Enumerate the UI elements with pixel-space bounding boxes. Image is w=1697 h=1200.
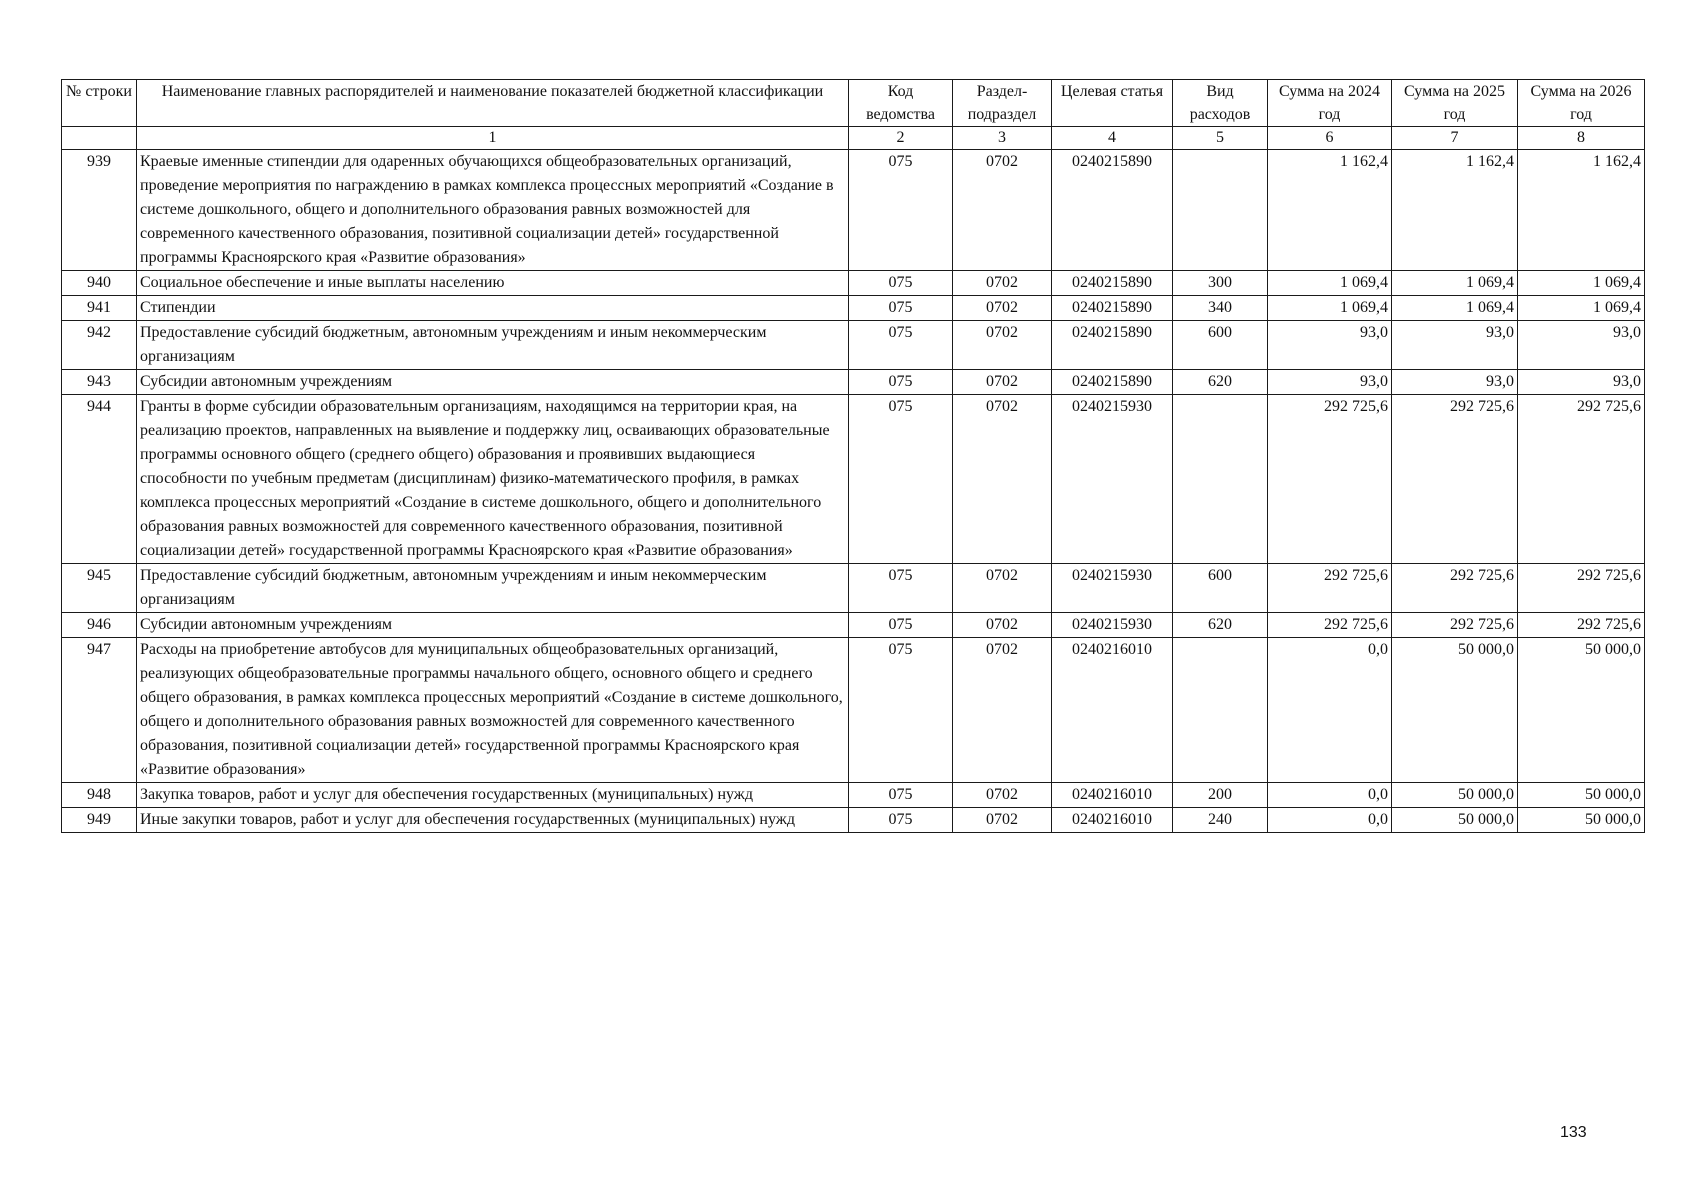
cell-row-no: 944 — [62, 395, 137, 564]
cell-sum-2024: 292 725,6 — [1268, 564, 1392, 613]
cell-sum-2026: 50 000,0 — [1518, 638, 1645, 783]
cell-target-item: 0240216010 — [1052, 638, 1173, 783]
table-row — [62, 638, 1645, 783]
cell-expense-type — [1173, 638, 1268, 783]
cell-target-item: 0240215930 — [1052, 613, 1173, 638]
header-name: Наименование главных распорядителей и наименование показателей бюджетной классификации — [137, 80, 849, 127]
header-sum-2024: Сумма на 2024 год — [1268, 80, 1392, 127]
cell-expense-type: 600 — [1173, 321, 1268, 370]
cell-dept-code: 075 — [849, 783, 953, 808]
cell-target-item: 0240215930 — [1052, 564, 1173, 613]
column-number: 5 — [1173, 127, 1268, 150]
header-sum-2026: Сумма на 2026 год — [1518, 80, 1645, 127]
cell-section: 0702 — [953, 395, 1052, 564]
cell-target-item: 0240215930 — [1052, 395, 1173, 564]
cell-expense-type: 600 — [1173, 564, 1268, 613]
cell-row-no: 939 — [62, 150, 137, 271]
cell-sum-2024: 0,0 — [1268, 808, 1392, 833]
column-number-row — [62, 127, 1645, 150]
budget-table — [61, 79, 1645, 833]
cell-target-item: 0240215890 — [1052, 321, 1173, 370]
column-number: 8 — [1518, 127, 1645, 150]
cell-name: Расходы на приобретение автобусов для муниципальных общеобразовательных организаций, реализующих общеобразовательные программы начального общего, основного общего и среднего общего образования, в рамках комплекса процессных мероприятий «Создание в системе дошкольного, общего и дополнительного образования равных возможностей для современного качественного образования, позитивной социализации детей» государственной программы Красноярского края «Развитие образования» — [137, 638, 849, 783]
cell-dept-code: 075 — [849, 150, 953, 271]
cell-dept-code: 075 — [849, 296, 953, 321]
cell-sum-2026: 50 000,0 — [1518, 808, 1645, 833]
cell-sum-2026: 1 069,4 — [1518, 271, 1645, 296]
column-number: 2 — [849, 127, 953, 150]
cell-row-no: 948 — [62, 783, 137, 808]
cell-dept-code: 075 — [849, 271, 953, 296]
cell-expense-type: 340 — [1173, 296, 1268, 321]
cell-section: 0702 — [953, 370, 1052, 395]
cell-target-item: 0240215890 — [1052, 150, 1173, 271]
header-sum-2025: Сумма на 2025 год — [1392, 80, 1518, 127]
header-dept-code: Код ведомства — [849, 80, 953, 127]
cell-name: Субсидии автономным учреждениям — [137, 613, 849, 638]
cell-sum-2025: 292 725,6 — [1392, 564, 1518, 613]
cell-sum-2025: 1 069,4 — [1392, 271, 1518, 296]
cell-row-no: 943 — [62, 370, 137, 395]
cell-target-item: 0240215890 — [1052, 296, 1173, 321]
column-number: 4 — [1052, 127, 1173, 150]
table-row — [62, 370, 1645, 395]
cell-dept-code: 075 — [849, 564, 953, 613]
cell-sum-2025: 50 000,0 — [1392, 808, 1518, 833]
cell-section: 0702 — [953, 321, 1052, 370]
table-row — [62, 271, 1645, 296]
cell-sum-2026: 292 725,6 — [1518, 395, 1645, 564]
cell-section: 0702 — [953, 150, 1052, 271]
table-row — [62, 296, 1645, 321]
cell-sum-2026: 292 725,6 — [1518, 564, 1645, 613]
cell-section: 0702 — [953, 808, 1052, 833]
cell-expense-type: 240 — [1173, 808, 1268, 833]
cell-section: 0702 — [953, 296, 1052, 321]
cell-expense-type — [1173, 395, 1268, 564]
cell-target-item: 0240216010 — [1052, 808, 1173, 833]
cell-name: Предоставление субсидий бюджетным, автономным учреждениям и иным некоммерческим организациям — [137, 321, 849, 370]
table-body — [62, 150, 1645, 833]
cell-name: Закупка товаров, работ и услуг для обеспечения государственных (муниципальных) нужд — [137, 783, 849, 808]
cell-section: 0702 — [953, 613, 1052, 638]
cell-sum-2025: 50 000,0 — [1392, 638, 1518, 783]
cell-target-item: 0240216010 — [1052, 783, 1173, 808]
cell-row-no: 940 — [62, 271, 137, 296]
cell-row-no: 941 — [62, 296, 137, 321]
cell-sum-2024: 1 069,4 — [1268, 296, 1392, 321]
cell-name: Субсидии автономным учреждениям — [137, 370, 849, 395]
column-number: 1 — [137, 127, 849, 150]
cell-sum-2026: 93,0 — [1518, 370, 1645, 395]
column-number — [62, 127, 137, 150]
cell-row-no: 945 — [62, 564, 137, 613]
cell-sum-2025: 93,0 — [1392, 370, 1518, 395]
cell-row-no: 947 — [62, 638, 137, 783]
column-number: 6 — [1268, 127, 1392, 150]
column-number: 7 — [1392, 127, 1518, 150]
cell-target-item: 0240215890 — [1052, 271, 1173, 296]
page-number: 133 — [1560, 1124, 1587, 1141]
cell-name: Краевые именные стипендии для одаренных обучающихся общеобразовательных организаций, проведение мероприятия по награждению в рамках комплекса процессных мероприятий «Создание в системе дошкольного, общего и дополнительного образования равных возможностей для современного качественного образования, позитивной социализации детей» государственной программы Красноярского края «Развитие образования» — [137, 150, 849, 271]
cell-sum-2024: 292 725,6 — [1268, 395, 1392, 564]
cell-expense-type: 300 — [1173, 271, 1268, 296]
header-row-no: № строки — [62, 80, 137, 127]
cell-sum-2025: 93,0 — [1392, 321, 1518, 370]
cell-sum-2024: 0,0 — [1268, 638, 1392, 783]
cell-sum-2024: 0,0 — [1268, 783, 1392, 808]
cell-section: 0702 — [953, 638, 1052, 783]
table-row — [62, 150, 1645, 271]
cell-sum-2024: 93,0 — [1268, 370, 1392, 395]
cell-sum-2024: 93,0 — [1268, 321, 1392, 370]
table-row — [62, 613, 1645, 638]
cell-sum-2026: 1 069,4 — [1518, 296, 1645, 321]
cell-dept-code: 075 — [849, 395, 953, 564]
cell-section: 0702 — [953, 783, 1052, 808]
cell-section: 0702 — [953, 564, 1052, 613]
cell-name: Гранты в форме субсидии образовательным организациям, находящимся на территории края, на реализацию проектов, направленных на выявление и поддержку лиц, осваивающих образовательные программы основного общего (среднего общего) образования и проявивших выдающиеся способности по учебным предметам (дисциплинам) физико-математического профиля, в рамках комплекса процессных мероприятий «Создание в системе дошкольного, общего и дополнительного образования равных возможностей для современного качественного образования, позитивной социализации детей» государственной программы Красноярского края «Развитие образования» — [137, 395, 849, 564]
cell-section: 0702 — [953, 271, 1052, 296]
table-row — [62, 395, 1645, 564]
cell-name: Предоставление субсидий бюджетным, автономным учреждениям и иным некоммерческим организациям — [137, 564, 849, 613]
cell-expense-type — [1173, 150, 1268, 271]
table-row — [62, 808, 1645, 833]
cell-dept-code: 075 — [849, 321, 953, 370]
cell-sum-2024: 1 162,4 — [1268, 150, 1392, 271]
cell-dept-code: 075 — [849, 808, 953, 833]
cell-expense-type: 620 — [1173, 370, 1268, 395]
cell-sum-2024: 1 069,4 — [1268, 271, 1392, 296]
cell-sum-2025: 292 725,6 — [1392, 395, 1518, 564]
cell-sum-2026: 50 000,0 — [1518, 783, 1645, 808]
cell-dept-code: 075 — [849, 613, 953, 638]
cell-dept-code: 075 — [849, 370, 953, 395]
cell-name: Иные закупки товаров, работ и услуг для обеспечения государственных (муниципальных) нужд — [137, 808, 849, 833]
cell-sum-2026: 93,0 — [1518, 321, 1645, 370]
cell-row-no: 942 — [62, 321, 137, 370]
cell-dept-code: 075 — [849, 638, 953, 783]
cell-name: Стипендии — [137, 296, 849, 321]
cell-name: Социальное обеспечение и иные выплаты населению — [137, 271, 849, 296]
cell-sum-2025: 292 725,6 — [1392, 613, 1518, 638]
table-row — [62, 321, 1645, 370]
table-row — [62, 783, 1645, 808]
cell-expense-type: 200 — [1173, 783, 1268, 808]
cell-sum-2026: 1 162,4 — [1518, 150, 1645, 271]
table-header — [62, 80, 1645, 150]
cell-expense-type: 620 — [1173, 613, 1268, 638]
header-section: Раздел-подраздел — [953, 80, 1052, 127]
cell-sum-2025: 1 069,4 — [1392, 296, 1518, 321]
header-expense-type: Вид расходов — [1173, 80, 1268, 127]
cell-sum-2024: 292 725,6 — [1268, 613, 1392, 638]
header-row — [62, 80, 1645, 127]
cell-row-no: 946 — [62, 613, 137, 638]
cell-sum-2026: 292 725,6 — [1518, 613, 1645, 638]
cell-row-no: 949 — [62, 808, 137, 833]
cell-sum-2025: 50 000,0 — [1392, 783, 1518, 808]
header-target-item: Целевая статья — [1052, 80, 1173, 127]
column-number: 3 — [953, 127, 1052, 150]
cell-sum-2025: 1 162,4 — [1392, 150, 1518, 271]
cell-target-item: 0240215890 — [1052, 370, 1173, 395]
table-row — [62, 564, 1645, 613]
